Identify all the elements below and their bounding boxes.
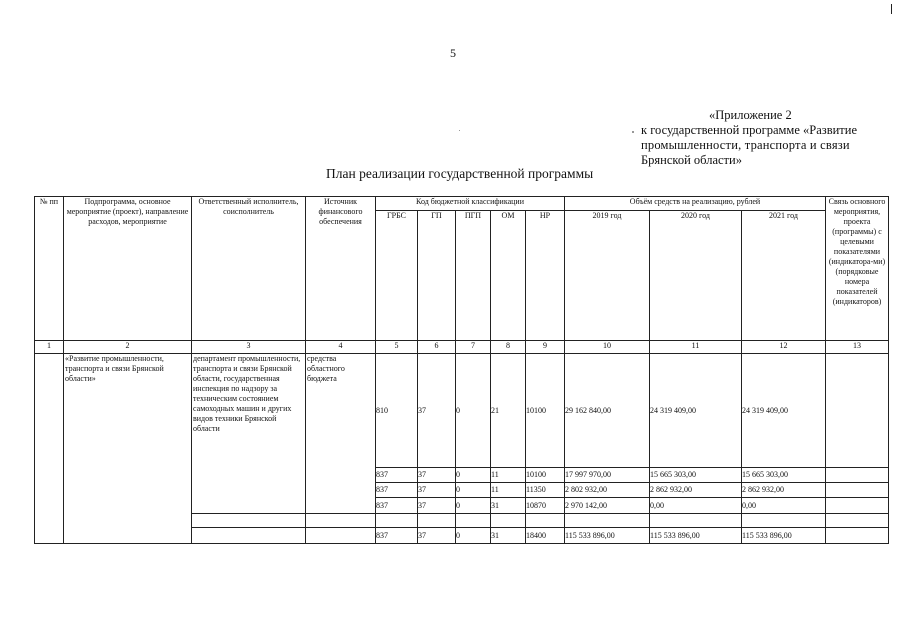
om-cell: 11 bbox=[491, 468, 526, 483]
source-cell bbox=[306, 514, 376, 528]
amount-2019-cell: 2 802 932,00 bbox=[565, 483, 650, 498]
gp-cell bbox=[418, 514, 456, 528]
column-number: 3 bbox=[192, 341, 306, 354]
header-2020: 2020 год bbox=[650, 211, 742, 341]
nr-cell bbox=[526, 514, 565, 528]
header-2019: 2019 год bbox=[565, 211, 650, 341]
pgp-cell: 0 bbox=[456, 498, 491, 514]
amount-2021-cell: 115 533 896,00 bbox=[742, 528, 826, 544]
om-cell: 11 bbox=[491, 483, 526, 498]
amount-2021-cell: 15 665 303,00 bbox=[742, 468, 826, 483]
header-executor: Ответственный исполнитель, соисполнитель bbox=[192, 197, 306, 341]
grbs-cell: 810 bbox=[376, 354, 418, 468]
amount-2021-cell: 0,00 bbox=[742, 498, 826, 514]
amount-2020-cell: 115 533 896,00 bbox=[650, 528, 742, 544]
scan-speck bbox=[632, 131, 634, 133]
grbs-cell: 837 bbox=[376, 468, 418, 483]
scan-speck bbox=[459, 130, 460, 131]
pgp-cell: 0 bbox=[456, 528, 491, 544]
executor-cell bbox=[192, 514, 306, 528]
column-number: 7 bbox=[456, 341, 491, 354]
column-number: 12 bbox=[742, 341, 826, 354]
grbs-cell bbox=[376, 514, 418, 528]
pgp-cell bbox=[456, 514, 491, 528]
amount-2019-cell: 29 162 840,00 bbox=[565, 354, 650, 468]
column-number: 10 bbox=[565, 341, 650, 354]
link-cell bbox=[826, 483, 889, 498]
executor-cell bbox=[192, 528, 306, 544]
appendix-line: к государственной программе «Развитие bbox=[641, 123, 857, 137]
pgp-cell: 0 bbox=[456, 354, 491, 468]
appendix-line: промышленности, транспорта и связи bbox=[641, 138, 850, 152]
nr-cell: 10100 bbox=[526, 468, 565, 483]
column-number: 6 bbox=[418, 341, 456, 354]
grbs-cell: 837 bbox=[376, 483, 418, 498]
amount-2020-cell: 15 665 303,00 bbox=[650, 468, 742, 483]
column-number: 1 bbox=[35, 341, 64, 354]
header-source: Источник финансового обеспечения bbox=[306, 197, 376, 341]
source-cell: средства областного бюджета bbox=[306, 354, 376, 514]
om-cell: 31 bbox=[491, 528, 526, 544]
header-gp: ГП bbox=[418, 211, 456, 341]
appendix-block bbox=[641, 108, 871, 168]
column-number: 9 bbox=[526, 341, 565, 354]
header-2021: 2021 год bbox=[742, 211, 826, 341]
table-row bbox=[35, 354, 889, 468]
header-num: № пп bbox=[35, 197, 64, 341]
om-cell: 21 bbox=[491, 354, 526, 468]
gp-cell: 37 bbox=[418, 354, 456, 468]
program-name-cell: «Развитие промышленности, транспорта и связи Брянской области» bbox=[64, 354, 192, 544]
header-nr: НР bbox=[526, 211, 565, 341]
amount-2020-cell: 24 319 409,00 bbox=[650, 354, 742, 468]
amount-2021-cell bbox=[742, 514, 826, 528]
amount-2019-cell: 17 997 970,00 bbox=[565, 468, 650, 483]
column-number: 8 bbox=[491, 341, 526, 354]
om-cell: 31 bbox=[491, 498, 526, 514]
link-cell bbox=[826, 468, 889, 483]
pgp-cell: 0 bbox=[456, 483, 491, 498]
link-cell bbox=[826, 514, 889, 528]
plan-table bbox=[34, 196, 889, 544]
header-pgp: ПГП bbox=[456, 211, 491, 341]
column-number: 13 bbox=[826, 341, 889, 354]
header-volume: Объём средств на реализацию, рублей bbox=[565, 197, 826, 211]
amount-2021-cell: 24 319 409,00 bbox=[742, 354, 826, 468]
header-link: Связь основного мероприятия, проекта (программы) с целевыми показателями (индикатора-ми) (порядковые номера показателей (индикаторов) bbox=[826, 197, 889, 341]
om-cell bbox=[491, 514, 526, 528]
executor-cell: департамент промышленности, транспорта и связи Брянской области, государственная инспекция по надзору за техническим состоянием самоходных машин и других видов техники Брянской области bbox=[192, 354, 306, 514]
grbs-cell: 837 bbox=[376, 528, 418, 544]
source-cell bbox=[306, 528, 376, 544]
gp-cell: 37 bbox=[418, 483, 456, 498]
header-om: ОМ bbox=[491, 211, 526, 341]
amount-2019-cell: 2 970 142,00 bbox=[565, 498, 650, 514]
edge-mark bbox=[891, 4, 892, 14]
column-number: 5 bbox=[376, 341, 418, 354]
gp-cell: 37 bbox=[418, 498, 456, 514]
link-cell bbox=[826, 528, 889, 544]
amount-2020-cell: 2 862 932,00 bbox=[650, 483, 742, 498]
header-subprogram: Подпрограмма, основное мероприятие (проект), направление расходов, мероприятие bbox=[64, 197, 192, 341]
nr-cell: 11350 bbox=[526, 483, 565, 498]
link-cell bbox=[826, 498, 889, 514]
column-number: 4 bbox=[306, 341, 376, 354]
header-grbs: ГРБС bbox=[376, 211, 418, 341]
nr-cell: 18400 bbox=[526, 528, 565, 544]
amount-2020-cell: 0,00 bbox=[650, 498, 742, 514]
document-title: План реализации государственной программы bbox=[326, 166, 594, 181]
pgp-cell: 0 bbox=[456, 468, 491, 483]
page-number: 5 bbox=[450, 46, 456, 60]
column-numbers-row bbox=[35, 341, 889, 354]
amount-2021-cell: 2 862 932,00 bbox=[742, 483, 826, 498]
link-cell bbox=[826, 354, 889, 468]
grbs-cell: 837 bbox=[376, 498, 418, 514]
amount-2019-cell: 115 533 896,00 bbox=[565, 528, 650, 544]
gp-cell: 37 bbox=[418, 528, 456, 544]
nr-cell: 10100 bbox=[526, 354, 565, 468]
amount-2019-cell bbox=[565, 514, 650, 528]
gp-cell: 37 bbox=[418, 468, 456, 483]
header-budget-code: Код бюджетной классификации bbox=[376, 197, 565, 211]
amount-2020-cell bbox=[650, 514, 742, 528]
appendix-line: «Приложение 2 bbox=[709, 108, 792, 122]
row-num-cell bbox=[35, 354, 64, 544]
column-number: 2 bbox=[64, 341, 192, 354]
column-number: 11 bbox=[650, 341, 742, 354]
nr-cell: 10870 bbox=[526, 498, 565, 514]
appendix-line: Брянской области» bbox=[641, 153, 742, 167]
